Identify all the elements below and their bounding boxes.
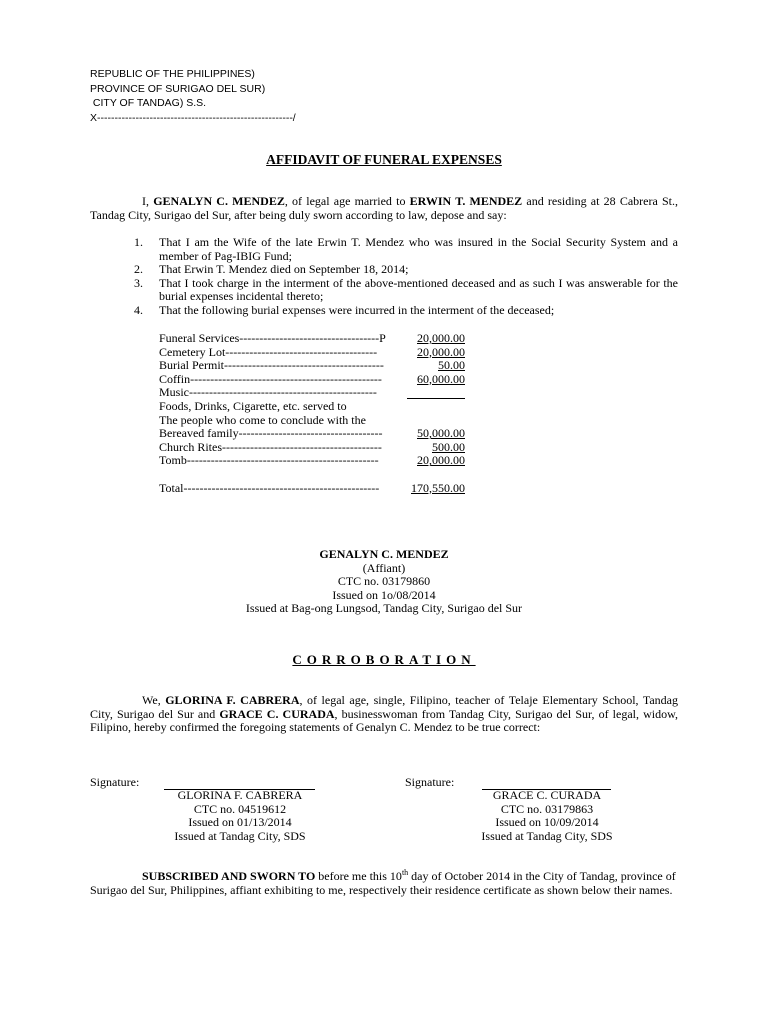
signatory-info xyxy=(150,789,330,843)
intro-text-1: I, xyxy=(142,194,154,208)
statement-text: That I am the Wife of the late Erwin T. Mendez who was insured in the Social Security System and a member of Pag-IBIG Fund; xyxy=(159,235,678,263)
signatory-info xyxy=(457,789,637,843)
statement-number: 1. xyxy=(134,235,143,249)
jurat-superscript: th xyxy=(401,868,409,877)
expense-row xyxy=(159,400,479,414)
expense-row xyxy=(159,414,479,428)
expense-label: Bereaved family------------------------------------ xyxy=(159,426,383,441)
expense-label: Church Rites---------------------------------------- xyxy=(159,439,382,454)
expense-amount: 20,000.00 xyxy=(417,331,465,345)
affiant-issued-at: Issued at Bag-ong Lungsod, Tandag City, Surigao del Sur xyxy=(245,601,523,615)
signatory-issued-at: Issued at Tandag City, SDS xyxy=(481,828,613,843)
header-city: CITY OF TANDAG) S.S. xyxy=(90,97,207,109)
jurat-bold: SUBSCRIBED AND SWORN TO xyxy=(142,869,316,883)
corroboration-text-3: , businesswoman from Tandag City, Surigao del Sur, of legal, widow, Filipino, hereby confirmed the foregoing statements of Genalyn C. Mendez to be true correct: xyxy=(90,706,678,734)
statement-item xyxy=(134,277,678,304)
statement-item xyxy=(134,236,678,263)
jurat-text-1: before me this 10 xyxy=(315,869,402,883)
statement-number: 3. xyxy=(134,275,143,290)
corroborator-name-1: GLORINA F. CABRERA xyxy=(165,693,300,707)
expense-label: Tomb------------------------------------------------ xyxy=(159,453,379,468)
statement-text: That the following burial expenses were incurred in the interment of the deceased; xyxy=(159,302,555,317)
signatory-issued-at: Issued at Tandag City, SDS xyxy=(174,828,306,843)
statement-item xyxy=(134,304,678,318)
expense-label: Funeral Services-----------------------------------P xyxy=(159,331,386,345)
statements-list xyxy=(134,236,678,317)
expense-amount: 20,000.00 xyxy=(417,453,465,468)
affiant-name: GENALYN C. MENDEZ xyxy=(153,194,285,208)
statement-number: 2. xyxy=(134,262,143,276)
signatory-ctc: CTC no. 03179863 xyxy=(500,801,594,816)
signatory-ctc: CTC no. 04519612 xyxy=(193,801,287,816)
venue-header xyxy=(90,67,296,125)
expense-label: Cemetery Lot-------------------------------------- xyxy=(159,344,378,359)
expense-amount: 20,000.00 xyxy=(417,344,465,359)
corroboration-text-2: , of legal age, single, Filipino, teacher of Telaje Elementary School, Tandag City, Surigao del Sur and xyxy=(90,693,679,721)
expense-amount: 50.00 xyxy=(438,358,465,373)
expense-label: Coffin------------------------------------------------ xyxy=(159,371,382,386)
signatory-name: GLORINA F. CABRERA xyxy=(177,788,303,802)
corroboration-paragraph xyxy=(90,694,678,735)
expense-label: Music----------------------------------------------- xyxy=(159,385,377,400)
expense-row xyxy=(159,441,479,455)
spouse-name: ERWIN T. MENDEZ xyxy=(409,194,523,208)
expense-label: Foods, Drinks, Cigarette, etc. served to xyxy=(159,398,347,413)
signatory-issued-on: Issued on 01/13/2014 xyxy=(188,815,292,830)
expense-table xyxy=(159,332,479,495)
expense-label: Burial Permit---------------------------------------- xyxy=(159,358,384,373)
expense-amount-blank xyxy=(407,386,465,399)
statement-text: That I took charge in the interment of the above-mentioned deceased and as such I was answerable for the burial expenses incidental thereto; xyxy=(159,275,678,303)
header-province: PROVINCE OF SURIGAO DEL SUR) xyxy=(90,82,266,95)
intro-paragraph xyxy=(90,195,678,222)
expense-row xyxy=(159,427,479,441)
expense-row xyxy=(159,454,479,468)
total-amount: 170,550.00 xyxy=(411,480,465,495)
affiant-block xyxy=(0,548,768,616)
intro-text-2: , of legal age married to xyxy=(284,194,410,208)
jurat-paragraph xyxy=(90,870,678,897)
total-label: Total------------------------------------------------- xyxy=(159,480,380,495)
expense-row xyxy=(159,332,479,346)
expense-row xyxy=(159,346,479,360)
corroboration-text-1: We, xyxy=(142,693,166,707)
expense-amount: 500.00 xyxy=(432,439,465,454)
affiant-role: (Affiant) xyxy=(362,560,406,575)
affiant-issued-on: Issued on 1o/08/2014 xyxy=(332,587,436,602)
document-title: AFFIDAVIT OF FUNERAL EXPENSES xyxy=(266,152,502,167)
jurat-text-2: day of October 2014 in the City of Tandag, province of Surigao del Sur, Philippines, affiant exhibiting to me, respectively their residence certificate as shown below their names. xyxy=(90,869,676,897)
signature-label: Signature: xyxy=(405,775,455,789)
header-separator: X--------------------------------------------------------/ xyxy=(90,111,296,124)
affiant-ctc: CTC no. 03179860 xyxy=(337,574,431,588)
header-republic: REPUBLIC OF THE PHILIPPINES) xyxy=(90,68,255,80)
expense-amount: 50,000.00 xyxy=(417,426,465,441)
expense-amount: 60,000.00 xyxy=(417,371,465,386)
affiant-block-name: GENALYN C. MENDEZ xyxy=(319,547,449,561)
signatory-issued-on: Issued on 10/09/2014 xyxy=(495,815,599,830)
expense-row xyxy=(159,373,479,387)
signature-label: Signature: xyxy=(90,775,140,789)
statement-item xyxy=(134,263,678,277)
statement-text: That Erwin T. Mendez died on September 18, 2014; xyxy=(159,262,409,276)
corroborator-name-2: GRACE C. CURADA xyxy=(219,706,335,721)
statement-number: 4. xyxy=(134,302,143,317)
total-row xyxy=(159,482,479,496)
intro-text-3: and residing at 28 Cabrera St., Tandag City, Surigao del Sur, after being duly sworn according to law, depose and say: xyxy=(90,194,678,222)
expense-row xyxy=(159,359,479,373)
signatory-name: GRACE C. CURADA xyxy=(492,788,602,802)
corroboration-heading: CORROBORATION xyxy=(292,652,476,667)
expense-row xyxy=(159,386,479,400)
expense-label: The people who come to conclude with the xyxy=(159,412,366,427)
